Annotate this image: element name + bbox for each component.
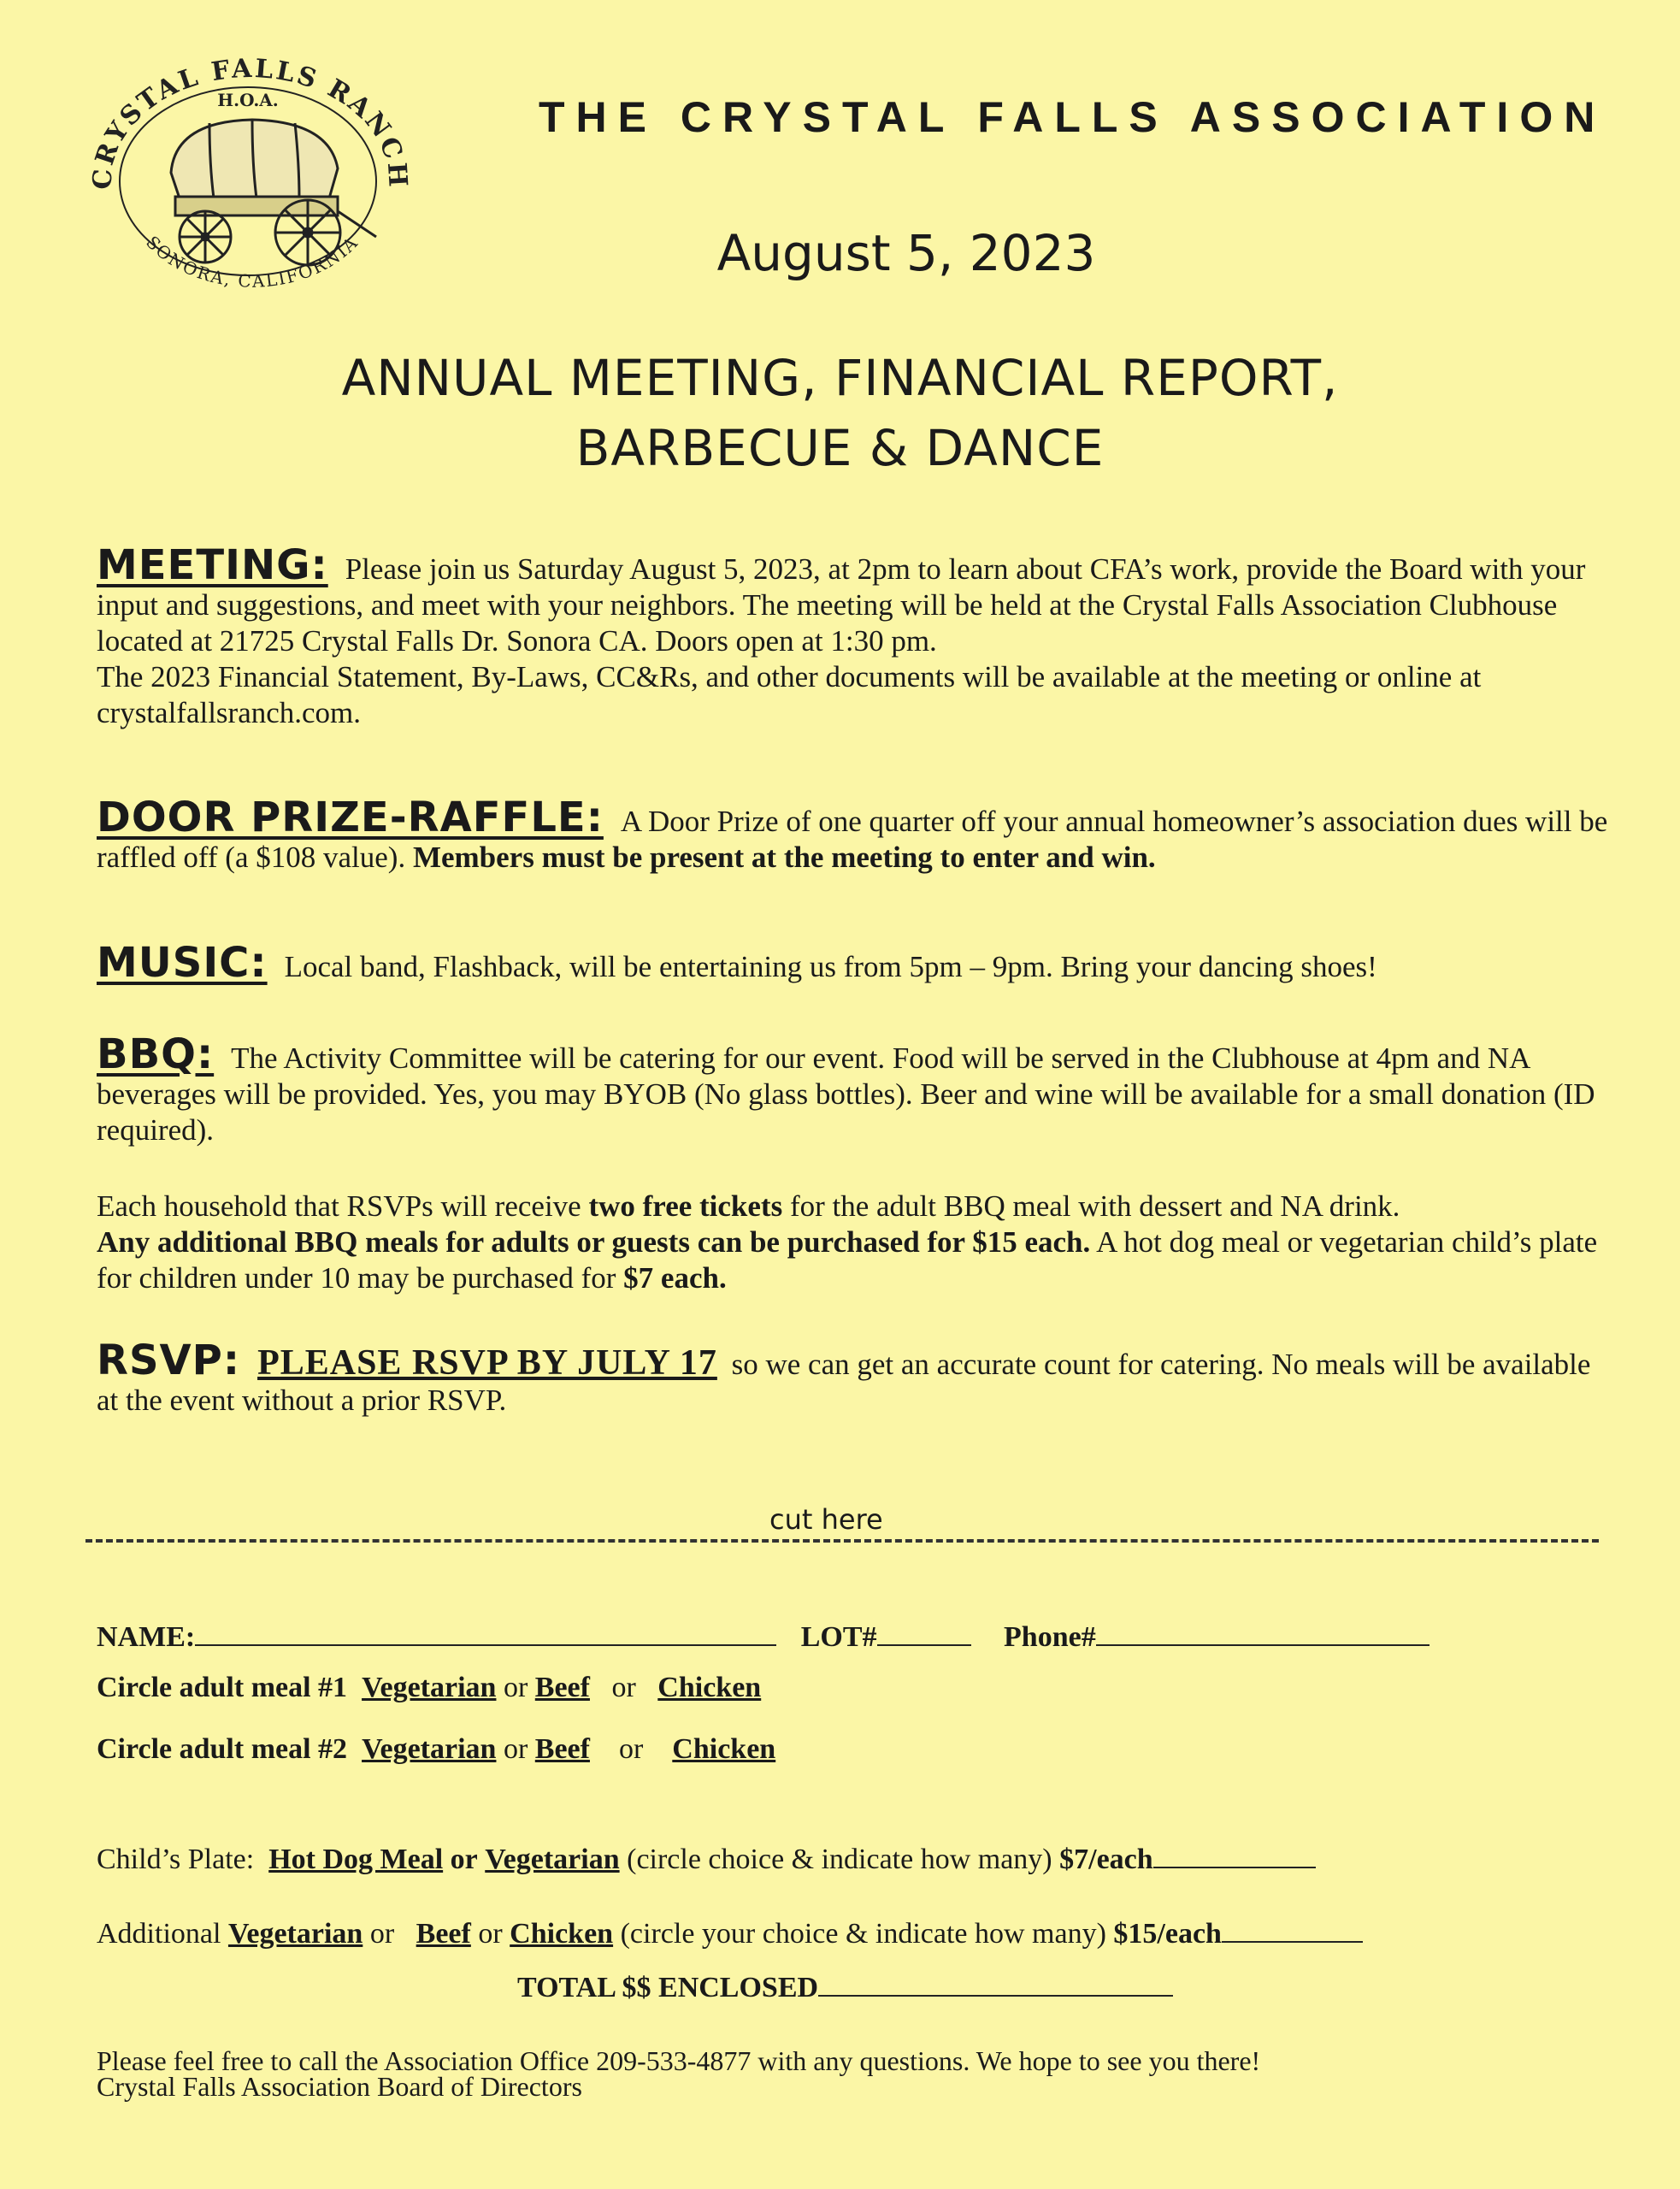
- bbq-p2-c: for the adult BBQ meal with dessert and NA drink.: [789, 1189, 1400, 1223]
- footer: [97, 2045, 1261, 2102]
- footer-line-1: Please feel free to call the Association Office 209-533-4877 with any questions. We hope to see you there!: [97, 2045, 1261, 2076]
- additional-chicken-option[interactable]: Chicken: [510, 1918, 614, 1950]
- meal2-chicken-option[interactable]: Chicken: [672, 1733, 776, 1765]
- bbq-p2-price: $7 each.: [623, 1261, 727, 1295]
- meal2-vegetarian-option[interactable]: Vegetarian: [362, 1733, 497, 1765]
- organization-title: THE CRYSTAL FALLS ASSOCIATION: [539, 93, 1606, 141]
- child-plate-price: $7/each: [1059, 1844, 1153, 1875]
- additional-note: (circle your choice & indicate how many): [620, 1918, 1106, 1950]
- bbq-tickets-paragraph: [97, 1189, 1618, 1296]
- lot-field[interactable]: [877, 1620, 971, 1646]
- logo-ring-top: CRYSTAL FALLS RANCH: [87, 53, 413, 191]
- or-text: or: [503, 1733, 528, 1765]
- name-field[interactable]: [195, 1620, 776, 1646]
- footer-line-2: Crystal Falls Association Board of Directors: [97, 2071, 582, 2102]
- bbq-text: The Activity Committee will be catering for our event. Food will be served in the Clubhouse at 4pm and NA beverages will be provided. Yes, you may BYOB (No glass bottles). Beer and wine will be available for a small donation (ID required).: [97, 1041, 1595, 1147]
- rsvp-deadline: PLEASE RSVP BY JULY 17: [257, 1343, 717, 1383]
- or-text: or: [450, 1844, 478, 1875]
- adult-meal-2-row: [97, 1733, 775, 1766]
- meal1-beef-option[interactable]: Beef: [534, 1672, 590, 1703]
- meeting-label: MEETING:: [97, 541, 328, 589]
- event-date: August 5, 2023: [716, 224, 1096, 282]
- raffle-label: DOOR PRIZE-RAFFLE:: [97, 794, 604, 841]
- or-text: or: [369, 1918, 395, 1950]
- bbq-p2-free-tickets: two free tickets: [588, 1189, 783, 1223]
- or-text: or: [618, 1733, 644, 1765]
- bbq-p2-e: A hot dog meal or vegetarian child’s plate for children under 10 may be purchased for: [97, 1225, 1598, 1295]
- additional-quantity-field[interactable]: [1222, 1917, 1363, 1943]
- meal1-chicken-option[interactable]: Chicken: [657, 1672, 762, 1703]
- meal2-beef-option[interactable]: Beef: [534, 1733, 590, 1765]
- meeting-text-2: The 2023 Financial Statement, By-Laws, CC&Rs, and other documents will be available at the meeting or online at crystalfallsranch.com.: [97, 660, 1482, 729]
- rsvp-label: RSVP:: [97, 1336, 241, 1384]
- cut-here-label: cut here: [769, 1503, 883, 1536]
- total-field[interactable]: [818, 1971, 1173, 1997]
- child-plate-label: Child’s Plate:: [97, 1844, 255, 1875]
- bbq-label: BBQ:: [97, 1030, 215, 1078]
- bbq-section: [97, 1030, 1618, 1148]
- cut-line: [85, 1539, 1599, 1543]
- total-label: TOTAL $$ ENCLOSED: [517, 1972, 819, 2003]
- meal1-label: Circle adult meal #1: [97, 1672, 348, 1703]
- headline-line-2: BARBECUE & DANCE: [575, 419, 1105, 477]
- logo-ring-bottom: SONORA, CALIFORNIA: [142, 232, 363, 292]
- music-text: Local band, Flashback, will be entertaining us from 5pm – 9pm. Bring your dancing shoes!: [284, 950, 1377, 983]
- additional-meals-row: [97, 1917, 1363, 1950]
- additional-label: Additional: [97, 1918, 221, 1950]
- phone-label: Phone#: [1004, 1621, 1096, 1653]
- additional-price: $15/each: [1113, 1918, 1222, 1950]
- adult-meal-1-row: [97, 1672, 761, 1704]
- raffle-section: [97, 794, 1618, 876]
- raffle-text: A Door Prize of one quarter off your annual homeowner’s association dues will be raffled off (a $108 value).: [97, 805, 1608, 874]
- form-name-row: [97, 1620, 1429, 1654]
- phone-field[interactable]: [1096, 1620, 1429, 1646]
- headline-line-1: ANNUAL MEETING, FINANCIAL REPORT,: [341, 349, 1339, 407]
- child-plate-note: (circle choice & indicate how many): [627, 1844, 1052, 1875]
- or-text: or: [503, 1672, 528, 1703]
- rsvp-section: [97, 1336, 1618, 1419]
- meal2-label: Circle adult meal #2: [97, 1733, 348, 1765]
- or-text: or: [478, 1918, 503, 1950]
- or-text: or: [611, 1672, 636, 1703]
- bbq-p2-additional-meals: Any additional BBQ meals for adults or guests can be purchased for $15 each.: [97, 1225, 1091, 1259]
- child-plate-quantity-field[interactable]: [1153, 1843, 1316, 1868]
- additional-vegetarian-option[interactable]: Vegetarian: [227, 1918, 363, 1950]
- bbq-p2-a: Each household that RSVPs will receive: [97, 1189, 581, 1223]
- lot-label: LOT#: [800, 1621, 877, 1653]
- logo-hoa: H.O.A.: [217, 90, 279, 110]
- music-label: MUSIC:: [97, 939, 268, 987]
- total-row: [517, 1971, 1173, 2004]
- additional-beef-option[interactable]: Beef: [416, 1918, 471, 1950]
- meal1-vegetarian-option[interactable]: Vegetarian: [362, 1672, 497, 1703]
- meeting-section: [97, 541, 1618, 731]
- meeting-text-1: Please join us Saturday August 5, 2023, at 2pm to learn about CFA’s work, provide the Board with your input and suggestions, and meet with your neighbors. The meeting will be held at the Crystal Falls Association Clubhouse located at 21725 Crystal Falls Dr. Sonora CA. Doors open at 1:30 pm.: [97, 552, 1586, 658]
- raffle-bold-text: Members must be present at the meeting to enter and win.: [412, 841, 1156, 874]
- rsvp-text: so we can get an accurate count for catering. No meals will be available at the event without a prior RSVP.: [97, 1348, 1591, 1417]
- child-vegetarian-option[interactable]: Vegetarian: [485, 1844, 620, 1875]
- name-label: NAME:: [97, 1621, 196, 1653]
- child-plate-row: [97, 1843, 1316, 1876]
- child-hot-dog-option[interactable]: Hot Dog Meal: [268, 1844, 444, 1875]
- music-section: [97, 939, 1618, 987]
